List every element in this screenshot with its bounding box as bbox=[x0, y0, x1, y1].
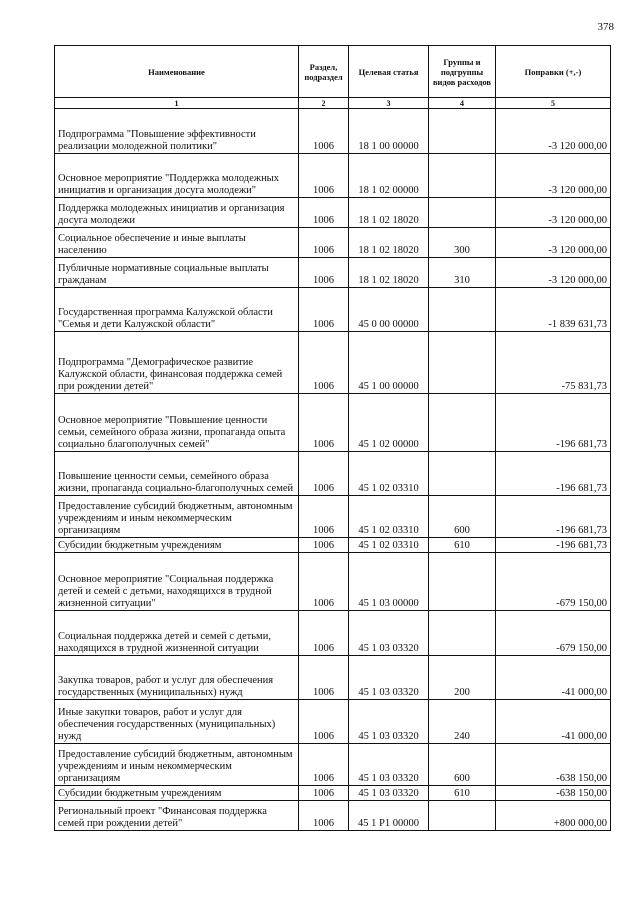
page-number: 378 bbox=[597, 21, 614, 33]
row-target: 45 1 02 00000 bbox=[349, 394, 429, 452]
header-target: Целевая статья bbox=[349, 46, 429, 98]
row-amount: -196 681,73 bbox=[496, 496, 611, 538]
row-name: Субсидии бюджетным учреждениям bbox=[55, 786, 299, 801]
row-amount: -196 681,73 bbox=[496, 538, 611, 553]
row-amount: -679 150,00 bbox=[496, 553, 611, 611]
row-group: 610 bbox=[429, 538, 496, 553]
row-section: 1006 bbox=[299, 288, 349, 332]
row-target: 45 1 P1 00000 bbox=[349, 801, 429, 831]
row-name: Публичные нормативные социальные выплаты гражданам bbox=[55, 258, 299, 288]
row-target: 45 1 02 03310 bbox=[349, 496, 429, 538]
row-name: Повышение ценности семьи, семейного образа жизни, пропаганда социально-благополучных семей bbox=[55, 452, 299, 496]
row-group bbox=[429, 553, 496, 611]
row-section: 1006 bbox=[299, 786, 349, 801]
row-name: Иные закупки товаров, работ и услуг для обеспечения государственных (муниципальных) нужд bbox=[55, 700, 299, 744]
row-name: Субсидии бюджетным учреждениям bbox=[55, 538, 299, 553]
row-target: 45 1 00 00000 bbox=[349, 332, 429, 394]
table-row bbox=[55, 611, 611, 656]
row-group: 600 bbox=[429, 496, 496, 538]
row-target: 45 1 03 03320 bbox=[349, 744, 429, 786]
table-row bbox=[55, 700, 611, 744]
row-group bbox=[429, 154, 496, 198]
row-target: 45 1 02 03310 bbox=[349, 538, 429, 553]
header-groups: Группы и подгруппы видов расходов bbox=[429, 46, 496, 98]
table-row bbox=[55, 394, 611, 452]
column-number: 4 bbox=[429, 98, 496, 109]
row-target: 18 1 02 18020 bbox=[349, 258, 429, 288]
row-target: 45 1 03 00000 bbox=[349, 553, 429, 611]
table-row bbox=[55, 198, 611, 228]
row-group: 300 bbox=[429, 228, 496, 258]
header-amendments: Поправки (+,-) bbox=[496, 46, 611, 98]
row-amount: -3 120 000,00 bbox=[496, 198, 611, 228]
row-amount: -3 120 000,00 bbox=[496, 228, 611, 258]
row-section: 1006 bbox=[299, 744, 349, 786]
column-number: 3 bbox=[349, 98, 429, 109]
header-name: Наименование bbox=[55, 46, 299, 98]
row-amount: -41 000,00 bbox=[496, 656, 611, 700]
table-row bbox=[55, 154, 611, 198]
row-amount: -75 831,73 bbox=[496, 332, 611, 394]
table-row bbox=[55, 744, 611, 786]
row-amount: -3 120 000,00 bbox=[496, 154, 611, 198]
row-section: 1006 bbox=[299, 228, 349, 258]
row-target: 45 1 03 03320 bbox=[349, 700, 429, 744]
row-name: Социальная поддержка детей и семей с детьми, находящихся в трудной жизненной ситуации bbox=[55, 611, 299, 656]
row-name: Государственная программа Калужской области "Семья и дети Калужской области" bbox=[55, 288, 299, 332]
row-name: Закупка товаров, работ и услуг для обеспечения государственных (муниципальных) нужд bbox=[55, 656, 299, 700]
row-section: 1006 bbox=[299, 801, 349, 831]
row-section: 1006 bbox=[299, 656, 349, 700]
row-section: 1006 bbox=[299, 700, 349, 744]
row-group: 200 bbox=[429, 656, 496, 700]
table-row bbox=[55, 452, 611, 496]
row-name: Предоставление субсидий бюджетным, автономным учреждениям и иным некоммерческим организациям bbox=[55, 744, 299, 786]
table-row bbox=[55, 109, 611, 154]
header-section: Раздел, подраздел bbox=[299, 46, 349, 98]
row-name: Основное мероприятие "Повышение ценности семьи, семейного образа жизни, пропаганда опыта социально благополучных семей" bbox=[55, 394, 299, 452]
row-target: 45 1 03 03320 bbox=[349, 611, 429, 656]
row-group bbox=[429, 109, 496, 154]
row-amount: +800 000,00 bbox=[496, 801, 611, 831]
row-group bbox=[429, 332, 496, 394]
table-row bbox=[55, 258, 611, 288]
row-name: Региональный проект "Финансовая поддержка семей при рождении детей" bbox=[55, 801, 299, 831]
row-target: 18 1 02 18020 bbox=[349, 228, 429, 258]
row-section: 1006 bbox=[299, 452, 349, 496]
row-section: 1006 bbox=[299, 496, 349, 538]
header-row bbox=[55, 46, 611, 98]
row-amount: -638 150,00 bbox=[496, 744, 611, 786]
row-group: 600 bbox=[429, 744, 496, 786]
row-amount: -679 150,00 bbox=[496, 611, 611, 656]
column-number: 2 bbox=[299, 98, 349, 109]
row-target: 45 0 00 00000 bbox=[349, 288, 429, 332]
row-amount: -196 681,73 bbox=[496, 452, 611, 496]
table-row bbox=[55, 786, 611, 801]
row-name: Основное мероприятие "Поддержка молодежных инициатив и организация досуга молодежи" bbox=[55, 154, 299, 198]
row-section: 1006 bbox=[299, 394, 349, 452]
row-target: 45 1 02 03310 bbox=[349, 452, 429, 496]
row-section: 1006 bbox=[299, 258, 349, 288]
column-number: 5 bbox=[496, 98, 611, 109]
row-section: 1006 bbox=[299, 538, 349, 553]
row-name: Предоставление субсидий бюджетным, автономным учреждениям и иным некоммерческим организациям bbox=[55, 496, 299, 538]
row-target: 45 1 03 03320 bbox=[349, 656, 429, 700]
row-group bbox=[429, 394, 496, 452]
row-group bbox=[429, 801, 496, 831]
row-amount: -41 000,00 bbox=[496, 700, 611, 744]
table-row bbox=[55, 538, 611, 553]
row-group bbox=[429, 198, 496, 228]
row-name: Основное мероприятие "Социальная поддержка детей и семей с детьми, находящихся в трудной жизненной ситуации" bbox=[55, 553, 299, 611]
table-row bbox=[55, 496, 611, 538]
row-section: 1006 bbox=[299, 154, 349, 198]
row-group bbox=[429, 452, 496, 496]
table-row bbox=[55, 656, 611, 700]
row-section: 1006 bbox=[299, 198, 349, 228]
table-row bbox=[55, 228, 611, 258]
row-target: 18 1 02 18020 bbox=[349, 198, 429, 228]
column-number-row bbox=[55, 98, 611, 109]
row-name: Подпрограмма "Повышение эффективности реализации молодежной политики" bbox=[55, 109, 299, 154]
row-amount: -196 681,73 bbox=[496, 394, 611, 452]
row-target: 18 1 02 00000 bbox=[349, 154, 429, 198]
row-section: 1006 bbox=[299, 553, 349, 611]
table-row bbox=[55, 801, 611, 831]
row-target: 18 1 00 00000 bbox=[349, 109, 429, 154]
row-group bbox=[429, 611, 496, 656]
column-number: 1 bbox=[55, 98, 299, 109]
row-amount: -1 839 631,73 bbox=[496, 288, 611, 332]
row-group: 310 bbox=[429, 258, 496, 288]
row-group: 240 bbox=[429, 700, 496, 744]
row-target: 45 1 03 03320 bbox=[349, 786, 429, 801]
row-section: 1006 bbox=[299, 109, 349, 154]
budget-amendments-table bbox=[54, 45, 611, 831]
row-name: Подпрограмма "Демографическое развитие Калужской области, финансовая поддержка семей при рождении детей" bbox=[55, 332, 299, 394]
row-group: 610 bbox=[429, 786, 496, 801]
row-group bbox=[429, 288, 496, 332]
table-row bbox=[55, 288, 611, 332]
table-row bbox=[55, 553, 611, 611]
row-name: Социальное обеспечение и иные выплаты населению bbox=[55, 228, 299, 258]
row-amount: -3 120 000,00 bbox=[496, 109, 611, 154]
row-amount: -3 120 000,00 bbox=[496, 258, 611, 288]
table-row bbox=[55, 332, 611, 394]
row-name: Поддержка молодежных инициатив и организация досуга молодежи bbox=[55, 198, 299, 228]
row-section: 1006 bbox=[299, 332, 349, 394]
row-section: 1006 bbox=[299, 611, 349, 656]
row-amount: -638 150,00 bbox=[496, 786, 611, 801]
